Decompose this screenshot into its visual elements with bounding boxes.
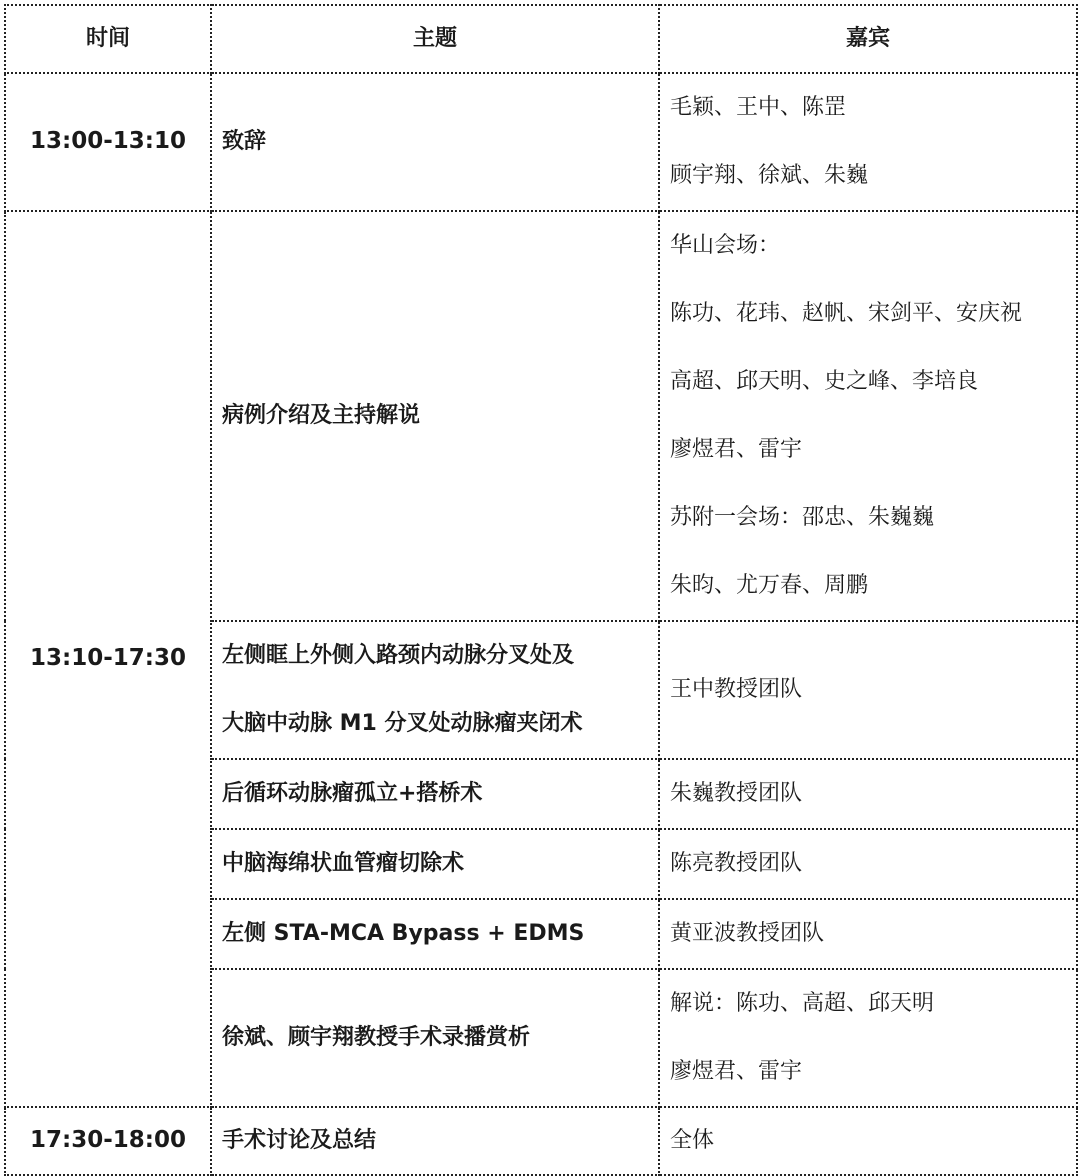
- guest-line: 全体: [670, 1127, 715, 1153]
- guest-line: 王中教授团队: [670, 676, 803, 702]
- guest-line: 朱巍教授团队: [670, 780, 803, 806]
- guests-cell: [659, 899, 1077, 969]
- topic-line: 左侧眶上外侧入路颈内动脉分叉处及: [222, 643, 575, 668]
- header-guests: 嘉宾: [659, 5, 1077, 73]
- guest-line: 黄亚波教授团队: [670, 920, 825, 946]
- topic-line: 致辞: [222, 128, 267, 154]
- guests-cell: [659, 73, 1077, 211]
- topic-cell: [211, 899, 659, 969]
- time-cell: 17:30-18:00: [5, 1107, 211, 1175]
- guest-line: 廖煜君、雷宇: [670, 437, 803, 462]
- topic-line: 中脑海绵状血管瘤切除术: [222, 850, 465, 876]
- guests-cell: [659, 759, 1077, 829]
- schedule-table: [4, 4, 1078, 1176]
- topic-cell: [211, 73, 659, 211]
- time-cell: 13:10-17:30: [5, 211, 211, 1107]
- table-row: [5, 73, 1077, 211]
- header-topic: 主题: [211, 5, 659, 73]
- guests-cell: [659, 621, 1077, 759]
- topic-line: 大脑中动脉 M1 分叉处动脉瘤夹闭术: [222, 711, 583, 736]
- guest-line: 廖煜君、雷宇: [670, 1059, 803, 1084]
- topic-cell: [211, 829, 659, 899]
- topic-cell: [211, 969, 659, 1107]
- topic-line: 病例介绍及主持解说: [222, 402, 421, 428]
- table-row: [5, 1107, 1077, 1175]
- guests-cell: [659, 969, 1077, 1107]
- guest-line: 解说：陈功、高超、邱天明: [670, 991, 935, 1016]
- header-time: 时间: [5, 5, 211, 73]
- guest-line: 陈功、花玮、赵帆、宋剑平、安庆祝: [670, 301, 1023, 326]
- guest-line: 朱昀、尤万春、周鹏: [670, 573, 869, 598]
- topic-line: 手术讨论及总结: [222, 1127, 377, 1153]
- topic-line: 徐斌、顾宇翔教授手术录播赏析: [222, 1024, 531, 1050]
- guest-line: 毛颖、王中、陈罡: [670, 95, 847, 120]
- guests-cell: [659, 211, 1077, 621]
- guest-line: 华山会场：: [670, 233, 781, 258]
- guest-line: 顾宇翔、徐斌、朱巍: [670, 163, 869, 188]
- header-row: [5, 5, 1077, 73]
- topic-cell: [211, 759, 659, 829]
- topic-cell: [211, 621, 659, 759]
- guests-cell: [659, 829, 1077, 899]
- time-cell: 13:00-13:10: [5, 73, 211, 211]
- guest-line: 苏附一会场：邵忠、朱巍巍: [670, 505, 935, 530]
- guest-line: 高超、邱天明、史之峰、李培良: [670, 369, 979, 394]
- guests-cell: [659, 1107, 1077, 1175]
- guest-line: 陈亮教授团队: [670, 850, 803, 876]
- topic-cell: [211, 1107, 659, 1175]
- topic-line: 左侧 STA-MCA Bypass + EDMS: [222, 920, 585, 946]
- table-row: [5, 211, 1077, 621]
- topic-line: 后循环动脉瘤孤立+搭桥术: [222, 780, 483, 806]
- topic-cell: [211, 211, 659, 621]
